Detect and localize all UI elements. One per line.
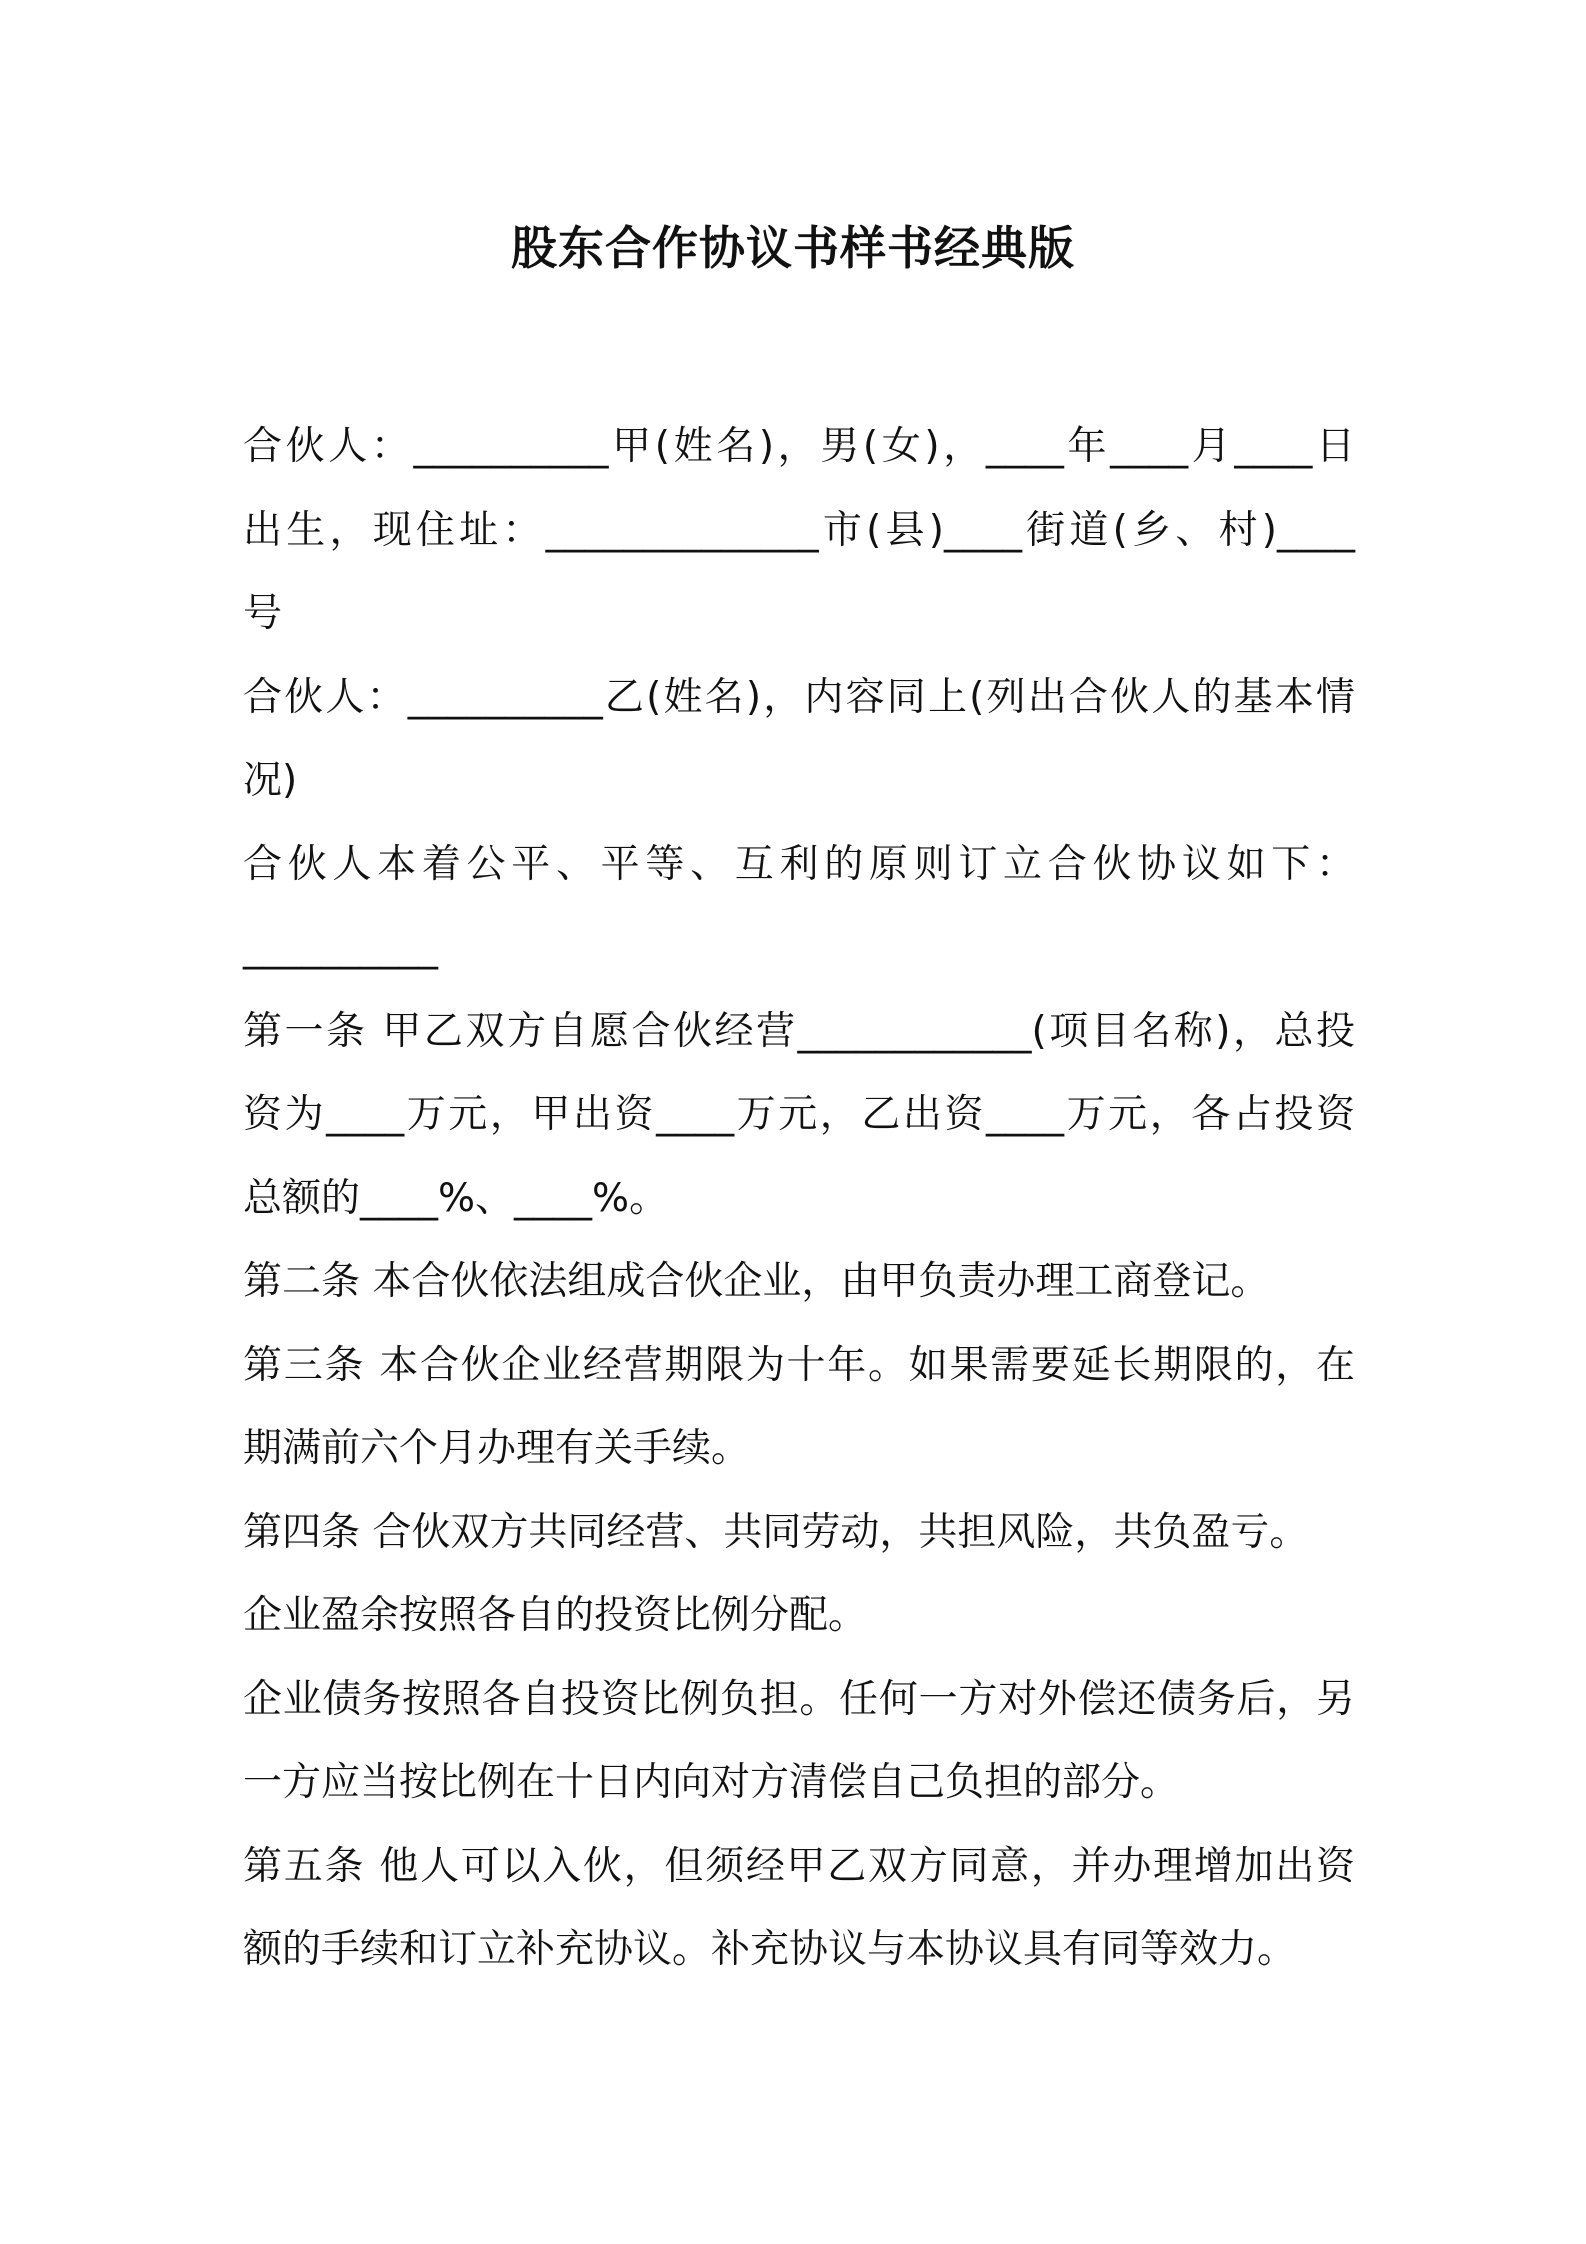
- paragraph-line: 出生，现住址：______________市(县)____街道(乡、村)____: [243, 507, 1355, 553]
- article-5-line: 第五条 他人可以入伙，但须经甲乙双方同意，并办理增加出资: [243, 1843, 1355, 1889]
- document-body: [243, 405, 1355, 1992]
- article-1-line: 总额的____%、____%。: [243, 1175, 669, 1221]
- paragraph-line: __________: [243, 925, 438, 970]
- paragraph-line: 况): [243, 758, 298, 803]
- paragraph-line: 号: [243, 591, 283, 636]
- article-4-line: 第四条 合伙双方共同经营、共同劳动，共担风险，共负盈亏。: [243, 1509, 1309, 1555]
- article-3-line: 期满前六个月办理有关手续。: [243, 1426, 751, 1471]
- paragraph-line: 合伙人：__________甲(姓名)，男(女)，____年____月____日: [243, 424, 1355, 469]
- article-1-line: 资为____万元，甲出资____万元，乙出资____万元，各占投资: [243, 1092, 1355, 1137]
- article-4-line: 企业债务按照各自投资比例负担。任何一方对外偿还债务后，另: [243, 1676, 1355, 1722]
- article-4-line: 企业盈余按照各自的投资比例分配。: [243, 1593, 868, 1638]
- paragraph-line: 合伙人：__________乙(姓名)，内容同上(列出合伙人的基本情: [243, 674, 1355, 720]
- document-title: 股东合作协议书样书经典版: [511, 221, 1075, 275]
- article-1-line: 第一条 甲乙双方自愿合伙经营____________(项目名称)，总投: [243, 1008, 1355, 1054]
- paragraph-line: 合伙人本着公平、平等、互利的原则订立合伙协议如下：: [243, 841, 1355, 887]
- article-2-line: 第二条 本合伙依法组成合伙企业，由甲负责办理工商登记。: [243, 1259, 1270, 1304]
- article-4-line: 一方应当按比例在十日内向对方清偿自己负担的部分。: [243, 1760, 1180, 1805]
- article-5-line: 额的手续和订立补充协议。补充协议与本协议具有同等效力。: [243, 1927, 1297, 1972]
- article-3-line: 第三条 本合伙企业经营期限为十年。如果需要延长期限的，在: [243, 1342, 1355, 1388]
